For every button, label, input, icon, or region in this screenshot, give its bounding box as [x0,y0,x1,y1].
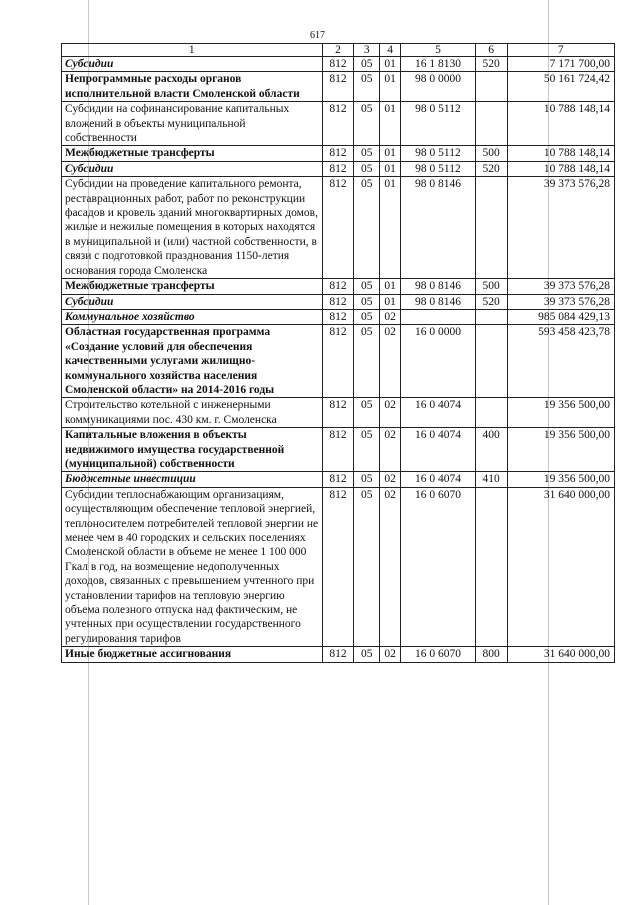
row-code-6: 520 [475,161,507,176]
table-header-row [62,44,615,57]
row-code-4: 02 [379,647,400,662]
row-code-6 [475,398,507,428]
table-row [62,177,615,279]
row-code-2: 812 [322,398,354,428]
row-sum: 39 373 576,28 [507,177,614,279]
row-code-4: 01 [379,72,400,102]
row-code-2: 812 [322,177,354,279]
row-code-6 [475,325,507,398]
table-row [62,57,615,72]
table-row [62,146,615,161]
row-code-5: 98 0 5112 [401,161,475,176]
row-code-3: 05 [354,57,380,72]
row-code-4: 02 [379,309,400,324]
row-code-2: 812 [322,72,354,102]
row-code-3: 05 [354,161,380,176]
row-code-5: 98 0 8146 [401,279,475,294]
table-row [62,72,615,102]
row-code-3: 05 [354,647,380,662]
row-code-5: 16 0 6070 [401,487,475,646]
column-header: 6 [475,44,507,57]
row-sum: 50 161 724,42 [507,72,614,102]
row-name: Субсидии [62,57,323,72]
row-code-4: 02 [379,325,400,398]
row-code-4: 02 [379,472,400,487]
row-sum: 985 084 429,13 [507,309,614,324]
row-code-6 [475,102,507,146]
table-row [62,294,615,309]
row-code-3: 05 [354,177,380,279]
row-code-3: 05 [354,487,380,646]
row-code-5: 16 0 0000 [401,325,475,398]
row-code-2: 812 [322,325,354,398]
row-code-2: 812 [322,279,354,294]
row-code-2: 812 [322,57,354,72]
table-row [62,309,615,324]
row-name: Коммунальное хозяйство [62,309,323,324]
column-header: 3 [354,44,380,57]
row-code-4: 02 [379,398,400,428]
row-code-6: 400 [475,428,507,472]
row-code-6: 800 [475,647,507,662]
row-code-5 [401,309,475,324]
row-sum: 19 356 500,00 [507,428,614,472]
row-code-6 [475,309,507,324]
row-code-2: 812 [322,647,354,662]
row-code-3: 05 [354,472,380,487]
row-name: Иные бюджетные ассигнования [62,647,323,662]
row-name: Субсидии [62,294,323,309]
row-code-2: 812 [322,102,354,146]
row-sum: 31 640 000,00 [507,647,614,662]
row-code-2: 812 [322,309,354,324]
budget-table [61,43,615,663]
row-name: Областная государственная программа «Создание условий для обеспечения качественными услугами жилищно-коммунального хозяйства населения Смоленской области» на 2014-2016 годы [62,325,323,398]
row-code-2: 812 [322,472,354,487]
table-row [62,487,615,646]
table-row [62,279,615,294]
row-code-5: 16 0 4074 [401,398,475,428]
table-row [62,647,615,662]
row-name: Субсидии теплоснабжающим организациям, осуществляющим обеспечение тепловой энергией, теплоносителем потребителей тепловой энергии не менее чем в 40 городских и сельских поселениях Смоленской области в объеме не менее 1 100 000 Гкал в год, на возмещение недополученных доходов, связанных с превышением учтенного при установлении тарифов на тепловую энергию объема полезного отпуска над фактическим, не учтенных при осуществлении государственного регулирования тарифов [62,487,323,646]
row-code-6 [475,72,507,102]
row-sum: 39 373 576,28 [507,294,614,309]
row-code-4: 01 [379,146,400,161]
row-sum: 10 788 148,14 [507,102,614,146]
row-name: Капитальные вложения в объекты недвижимого имущества государственной (муниципальной) собственности [62,428,323,472]
page-number: 617 [310,30,325,41]
row-code-6: 500 [475,146,507,161]
row-code-4: 02 [379,428,400,472]
row-code-3: 05 [354,398,380,428]
table-row [62,102,615,146]
table-row [62,472,615,487]
row-code-5: 98 0 8146 [401,294,475,309]
row-sum: 10 788 148,14 [507,161,614,176]
row-code-4: 02 [379,487,400,646]
row-code-4: 01 [379,161,400,176]
row-sum: 39 373 576,28 [507,279,614,294]
row-code-5: 98 0 5112 [401,146,475,161]
row-sum: 10 788 148,14 [507,146,614,161]
row-code-2: 812 [322,487,354,646]
row-code-3: 05 [354,294,380,309]
row-name: Межбюджетные трансферты [62,279,323,294]
column-header: 5 [401,44,475,57]
row-code-4: 01 [379,57,400,72]
row-code-5: 98 0 5112 [401,102,475,146]
row-code-5: 98 0 0000 [401,72,475,102]
row-name: Субсидии на софинансирование капитальных вложений в объекты муниципальной собственности [62,102,323,146]
column-header: 4 [379,44,400,57]
table-row [62,161,615,176]
row-code-5: 16 1 8130 [401,57,475,72]
row-code-3: 05 [354,102,380,146]
row-name: Непрограммные расходы органов исполнительной власти Смоленской области [62,72,323,102]
row-name: Субсидии [62,161,323,176]
row-name: Субсидии на проведение капитального ремонта, реставрационных работ, работ по реконструкции фасадов и кровель зданий многоквартирных домов, жилые и нежилые помещения в которых находятся в муниципальной и (или) частной собственности, в связи с подготовкой празднования 1150-летия основания города Смоленска [62,177,323,279]
row-code-6: 520 [475,294,507,309]
column-header: 7 [507,44,614,57]
row-code-6 [475,177,507,279]
row-code-6: 410 [475,472,507,487]
row-code-6: 500 [475,279,507,294]
column-header: 1 [62,44,323,57]
column-header: 2 [322,44,354,57]
row-code-3: 05 [354,428,380,472]
row-sum: 593 458 423,78 [507,325,614,398]
row-sum: 7 171 700,00 [507,57,614,72]
row-name: Межбюджетные трансферты [62,146,323,161]
row-code-3: 05 [354,72,380,102]
row-code-5: 16 0 6070 [401,647,475,662]
row-code-6: 520 [475,57,507,72]
row-code-3: 05 [354,146,380,161]
row-code-5: 98 0 8146 [401,177,475,279]
row-sum: 31 640 000,00 [507,487,614,646]
row-code-4: 01 [379,279,400,294]
row-name: Строительство котельной с инженерными коммуникациями пос. 430 км. г. Смоленска [62,398,323,428]
row-code-2: 812 [322,294,354,309]
table-row [62,398,615,428]
row-sum: 19 356 500,00 [507,398,614,428]
row-name: Бюджетные инвестиции [62,472,323,487]
row-code-3: 05 [354,309,380,324]
row-code-2: 812 [322,161,354,176]
row-code-6 [475,487,507,646]
row-sum: 19 356 500,00 [507,472,614,487]
table-row [62,325,615,398]
row-code-4: 01 [379,294,400,309]
row-code-5: 16 0 4074 [401,428,475,472]
table-row [62,428,615,472]
row-code-4: 01 [379,102,400,146]
row-code-5: 16 0 4074 [401,472,475,487]
row-code-2: 812 [322,428,354,472]
table-body [62,44,615,663]
row-code-3: 05 [354,279,380,294]
row-code-4: 01 [379,177,400,279]
row-code-3: 05 [354,325,380,398]
row-code-2: 812 [322,146,354,161]
